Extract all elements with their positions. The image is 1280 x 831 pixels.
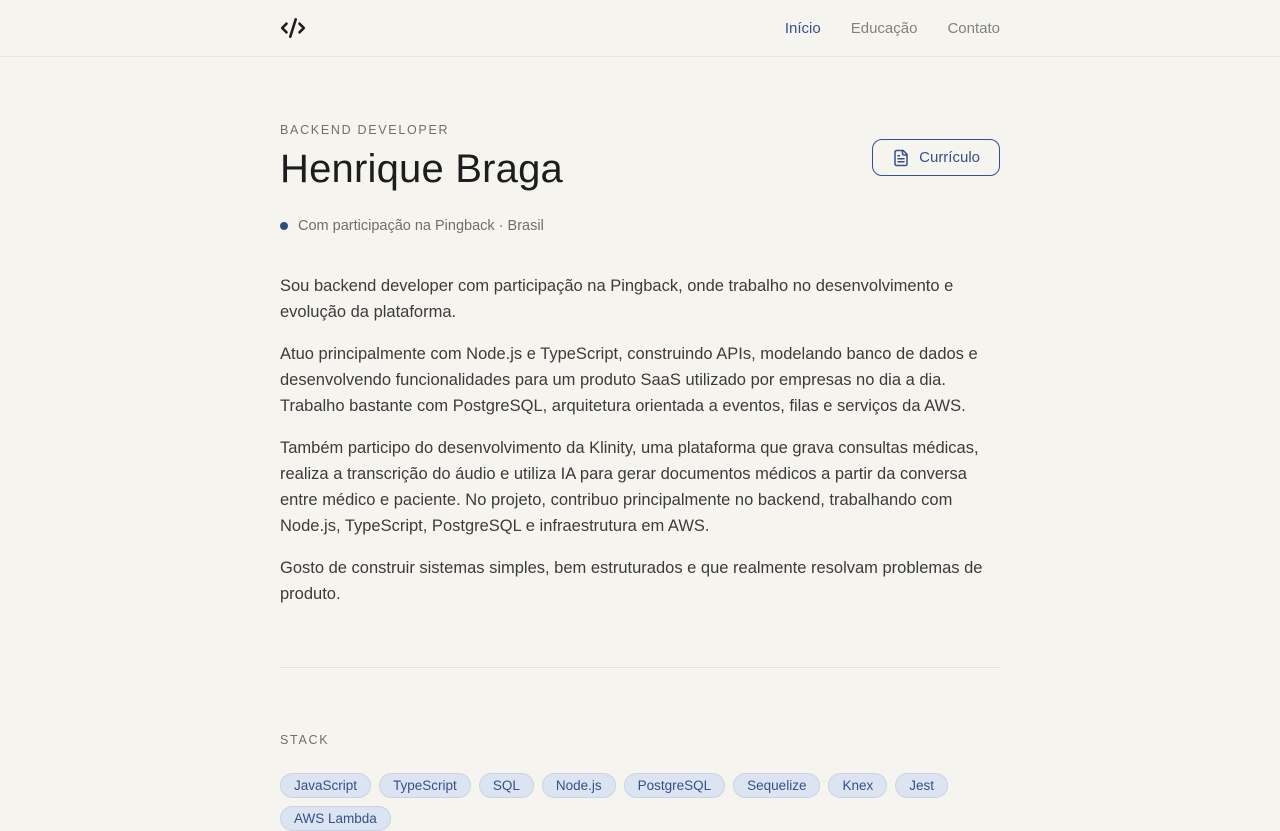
- status-row: [280, 218, 563, 234]
- nav-link-educacao[interactable]: Educação: [850, 19, 918, 37]
- role-label: BACKEND DEVELOPER: [280, 123, 450, 137]
- status-dot: [280, 222, 288, 230]
- nav-links: [785, 20, 1000, 37]
- stack-tag: Node.js: [542, 773, 616, 798]
- stack-tag: Knex: [828, 773, 887, 798]
- stack-tag: TypeScript: [379, 773, 471, 798]
- nav-link-contato[interactable]: Contato: [947, 19, 1000, 37]
- section-divider: [280, 667, 1000, 668]
- file-text-icon: [892, 149, 910, 167]
- stack-tag: SQL: [479, 773, 534, 798]
- stack-tag: Sequelize: [733, 773, 820, 798]
- about-paragraph: Gosto de construir sistemas simples, bem estruturados e que realmente resolvam problemas de produto.: [280, 559, 983, 603]
- stack-tag: JavaScript: [280, 773, 371, 798]
- main-content: [280, 123, 1000, 831]
- about-paragraph: Atuo principalmente com Node.js e TypeScript, construindo APIs, modelando banco de dados e desenvolvendo funcionalidades para um produto SaaS utilizado por empresas no dia a dia. Trabalho bastante com PostgreSQL, arquitetura orientada a eventos, filas e serviços da AWS.: [280, 345, 978, 415]
- nav-link-inicio[interactable]: Início: [784, 19, 821, 37]
- stack-label: STACK: [280, 733, 330, 747]
- stack-section: [280, 733, 1000, 831]
- status-text: Com participação na Pingback · Brasil: [298, 218, 544, 234]
- site-logo[interactable]: [280, 15, 306, 41]
- stack-tag: PostgreSQL: [624, 773, 726, 798]
- about-paragraph: Também participo do desenvolvimento da Klinity, uma plataforma que grava consultas médicas, realiza a transcrição do áudio e utiliza IA para gerar documentos médicos a partir da conversa entre médico e paciente. No projeto, contribuo principalmente no backend, trabalhando com Node.js, TypeScript, PostgreSQL e infraestrutura em AWS.: [280, 439, 979, 535]
- stack-tag: Jest: [895, 773, 948, 798]
- top-navbar: [0, 0, 1280, 57]
- about-section: [280, 273, 1000, 607]
- stack-tag: AWS Lambda: [280, 806, 391, 831]
- hero-text: [280, 123, 563, 234]
- hero-section: [280, 123, 1000, 234]
- stack-tag-list: [280, 773, 1000, 831]
- page-title: Henrique Braga: [280, 147, 563, 191]
- code-xml-icon: [280, 15, 306, 41]
- resume-button-label: Currículo: [919, 149, 980, 166]
- about-paragraph: Sou backend developer com participação na Pingback, onde trabalho no desenvolvimento e evolução da plataforma.: [280, 277, 954, 321]
- resume-button[interactable]: [872, 139, 1000, 176]
